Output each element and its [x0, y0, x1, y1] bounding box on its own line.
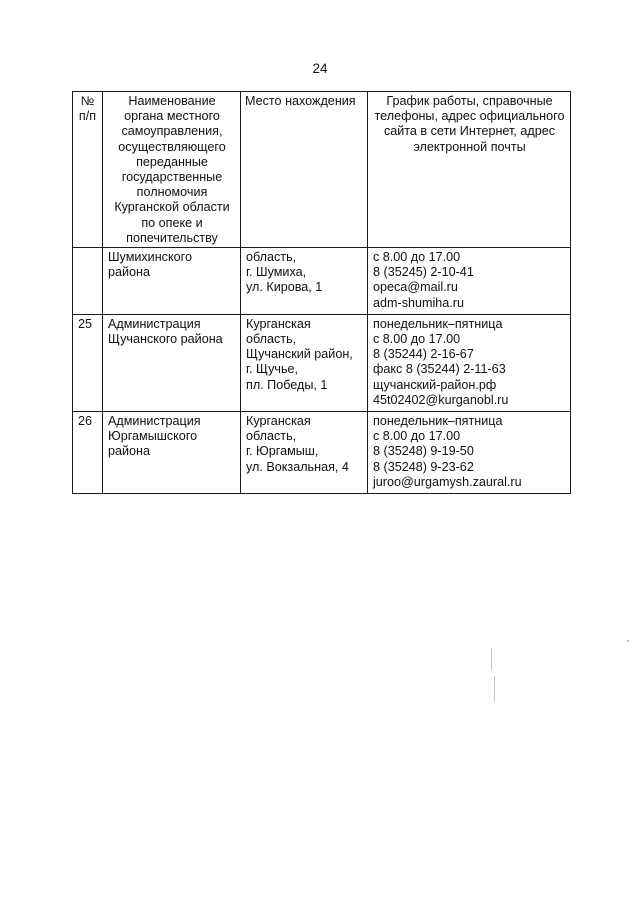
row-number: 26	[73, 412, 103, 494]
text-line: государственные	[121, 170, 223, 185]
table-row	[73, 248, 571, 315]
scan-mark	[627, 640, 629, 642]
scan-mark	[491, 648, 492, 670]
text-line: переданные	[136, 154, 208, 169]
text-line: Курганская	[246, 316, 311, 331]
text-line: электронной почты	[413, 139, 526, 154]
text-line: с 8.00 до 17.00	[373, 332, 461, 347]
text-line: График работы, справочные	[386, 94, 553, 108]
authority-name	[103, 412, 241, 494]
text-line: сайта в сети Интернет, адрес	[383, 124, 556, 139]
text-line: область,	[246, 250, 297, 265]
text-line: ул. Вокзальная, 4	[246, 459, 349, 474]
text-line: попечительству	[126, 230, 218, 245]
table-row	[73, 412, 571, 494]
text-line: juroo@urgamysh.zaural.ru	[373, 474, 522, 489]
text-line: Щучанский район,	[246, 347, 353, 362]
table-row	[73, 314, 571, 411]
text-line: Юргамышского	[108, 429, 198, 444]
scan-mark	[494, 676, 495, 702]
text-line: осуществляющего	[118, 139, 226, 154]
text-line: Щучанского района	[108, 332, 223, 347]
text-line: №	[80, 94, 95, 108]
text-line: самоуправления,	[121, 124, 223, 139]
text-line: факс 8 (35244) 2-11-63	[373, 362, 506, 377]
text-line: область,	[246, 429, 297, 444]
text-line: 8 (35248) 9-23-62	[373, 459, 474, 474]
text-line: района	[108, 265, 151, 280]
header-location	[241, 92, 368, 248]
authorities-table	[72, 91, 571, 494]
header-number	[73, 92, 103, 248]
text-line: 8 (35245) 2-10-41	[373, 265, 474, 280]
text-line: с 8.00 до 17.00	[373, 429, 461, 444]
page-number: 24	[312, 61, 328, 76]
text-line: Администрация	[108, 316, 201, 331]
text-line: г. Щучье,	[246, 362, 299, 377]
text-line: Шумихинского	[108, 250, 192, 265]
text-line: полномочия	[136, 185, 208, 200]
text-line: п/п	[78, 109, 97, 124]
text-line: Наименование	[128, 94, 216, 108]
authority-name	[103, 314, 241, 411]
text-line: г. Шумиха,	[246, 265, 307, 280]
text-line: понедельник–пятница	[373, 414, 503, 429]
text-line: района	[108, 444, 151, 459]
text-line: opeca@mail.ru	[373, 280, 458, 295]
header-authority-name	[103, 92, 241, 248]
text-line: по опеке и	[141, 215, 203, 230]
header-contact-info	[368, 92, 571, 248]
text-line: 8 (35248) 9-19-50	[373, 444, 474, 459]
contact-info	[368, 412, 571, 494]
text-line: органа местного	[124, 109, 220, 124]
text-line: Место нахождения	[245, 94, 356, 108]
text-line: ул. Кирова, 1	[246, 280, 323, 295]
text-line: 8 (35244) 2-16-67	[373, 347, 474, 362]
row-number	[73, 248, 103, 315]
location	[241, 412, 368, 494]
text-line: щучанский-район.рф	[373, 377, 497, 392]
text-line: пл. Победы, 1	[246, 377, 328, 392]
table-header-row	[73, 92, 571, 248]
contact-info	[368, 314, 571, 411]
text-line: adm-shumiha.ru	[373, 295, 464, 310]
authority-name	[103, 248, 241, 315]
row-number: 25	[73, 314, 103, 411]
text-line: г. Юргамыш,	[246, 444, 319, 459]
text-line: с 8.00 до 17.00	[373, 250, 461, 265]
text-line: понедельник–пятница	[373, 316, 503, 331]
location	[241, 248, 368, 315]
location	[241, 314, 368, 411]
text-line: Курганской области	[114, 200, 230, 215]
text-line: телефоны, адрес официального	[374, 109, 565, 124]
text-line: Курганская	[246, 414, 311, 429]
text-line: область,	[246, 332, 297, 347]
contact-info	[368, 248, 571, 315]
text-line: Администрация	[108, 414, 201, 429]
text-line: 45t02402@kurganobl.ru	[373, 392, 509, 407]
